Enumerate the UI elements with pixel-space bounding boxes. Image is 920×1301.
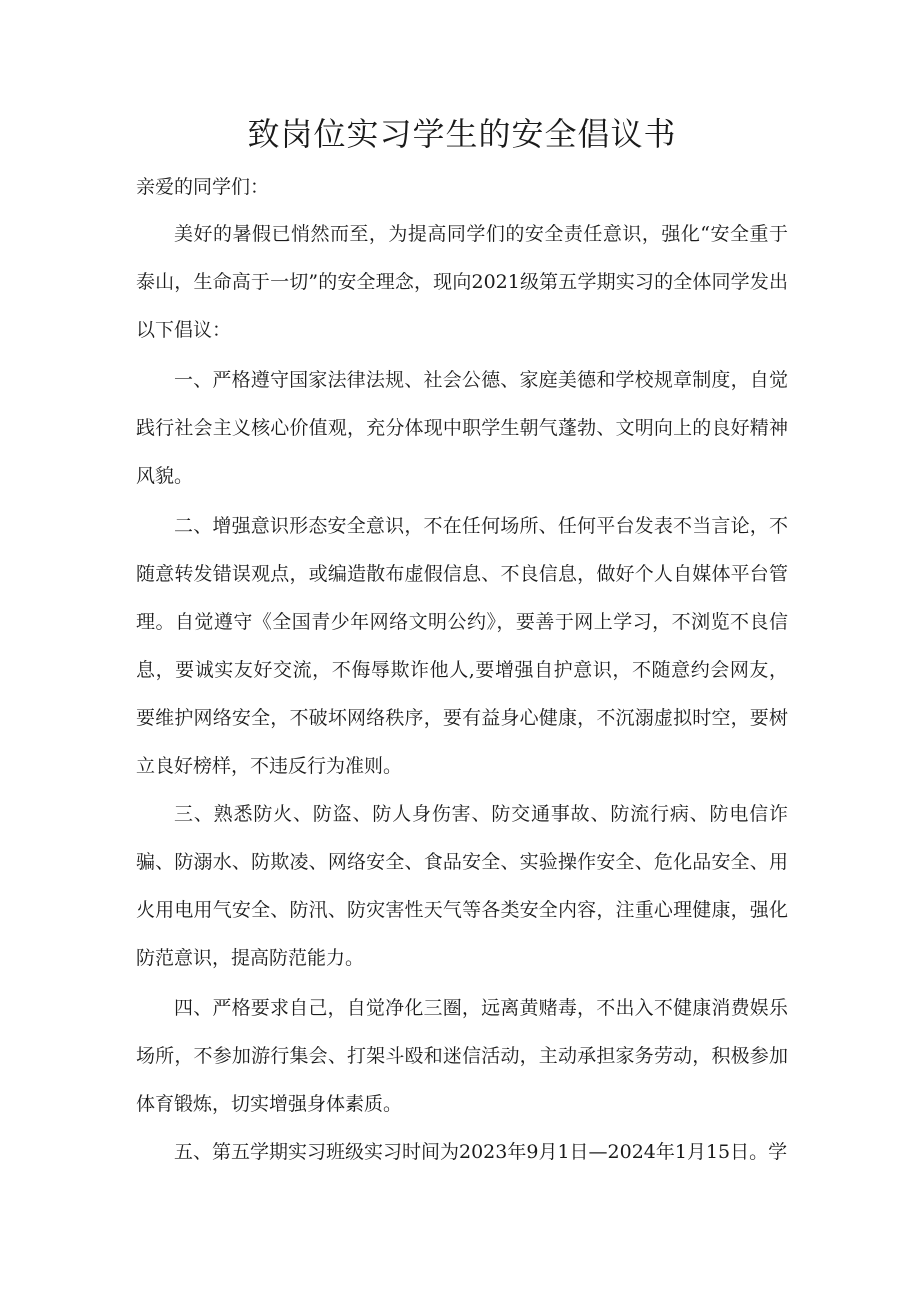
proposal-paragraph-1: 一、严格遵守国家法律法规、社会公德、家庭美德和学校规章制度，自觉践行社会主义核心价值观，充分体现中职学生朝气蓬勃、文明向上的良好精神风貌。 (136, 369, 788, 487)
intro-paragraph: 美好的暑假已悄然而至，为提高同学们的安全责任意识，强化“安全重于泰山，生命高于一切”的安全理念，现向2021级第五学期实习的全体同学发出以下倡议： (136, 223, 788, 341)
document-title: 致岗位实习学生的安全倡议书 (247, 115, 677, 153)
proposal-paragraph-3: 三、熟悉防火、防盗、防人身伤害、防交通事故、防流行病、防电信诈骗、防溺水、防欺凌、网络安全、食品安全、实验操作安全、危化品安全、用火用电用气安全、防汛、防灾害性天气等各类安全内容，注重心理健康，强化防范意识，提高防范能力。 (136, 803, 788, 969)
proposal-paragraph-4: 四、严格要求自己，自觉净化三圈，远离黄赌毒，不出入不健康消费娱乐场所，不参加游行集会、打架斗殴和迷信活动，主动承担家务劳动，积极参加体育锻炼，切实增强身体素质。 (136, 997, 788, 1115)
salutation: 亲爱的同学们： (136, 176, 270, 198)
proposal-paragraph-5: 五、第五学期实习班级实习时间为2023年9月1日—2024年1月15日。学 (174, 1141, 788, 1163)
proposal-paragraph-2: 二、增强意识形态安全意识，不在任何场所、任何平台发表不当言论，不随意转发错误观点，或编造散布虚假信息、不良信息，做好个人自媒体平台管理。自觉遵守《全国青少年网络文明公约》，要善于网上学习，不浏览不良信息，要诚实友好交流，不侮辱欺诈他人,要增强自护意识，不随意约会网友，要维护网络安全，不破坏网络秩序，要有益身心健康，不沉溺虚拟时空，要树立良好榜样，不违反行为准则。 (136, 515, 788, 777)
